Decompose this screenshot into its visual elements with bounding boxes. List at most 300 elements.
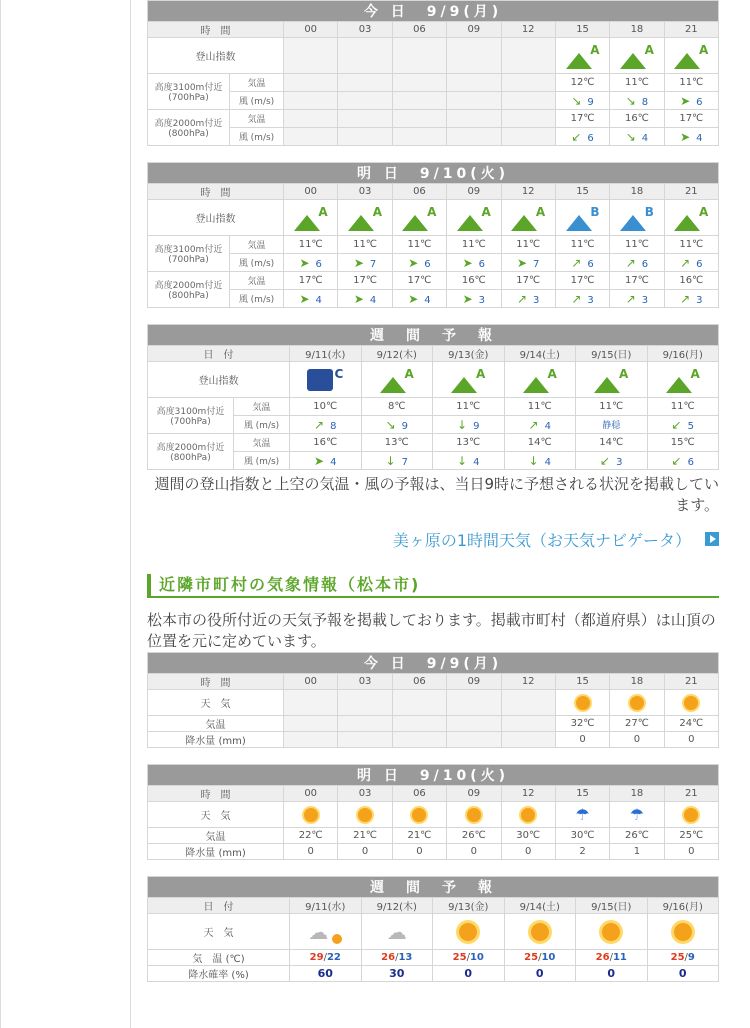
weather-cell (392, 802, 446, 828)
temp-cell: 11℃ (555, 236, 609, 254)
temp-cell: 17℃ (664, 110, 718, 128)
cloud-icon: ☁ (386, 919, 407, 944)
temp-cell: 21℃ (338, 828, 392, 844)
pop-cell: 0 (433, 966, 505, 982)
wind-label: 風 (m/s) (230, 290, 284, 308)
temp-cell: 26℃ (447, 828, 501, 844)
temp-cell: 26℃ (610, 828, 664, 844)
wind-arrow-icon: ➤ (408, 291, 419, 306)
mountain-index-icon: A (451, 367, 485, 393)
altitude-3100-label: 高度3100m付近 (700hPa) (148, 236, 230, 272)
mountain-index-icon: A (666, 367, 700, 393)
weather-cell (647, 914, 719, 950)
sun-icon (684, 696, 698, 710)
sun-icon (674, 923, 692, 941)
wind-cell: ↗ 3 (664, 290, 718, 308)
nearby-city-heading: 近隣市町村の気象情報（松本市) (147, 574, 719, 598)
precip-cell: 1 (610, 844, 664, 860)
sun-icon (602, 923, 620, 941)
table-banner: 今 日 9/9(月) (148, 1, 719, 22)
city-weekly-table (147, 876, 719, 982)
temp-range-cell: 25/10 (504, 950, 576, 966)
sidebar-divider (130, 0, 131, 1028)
wind-cell: ↗ 6 (664, 254, 718, 272)
temp-cell: 24℃ (664, 716, 718, 732)
weather-label: 天 気 (148, 802, 284, 828)
sun-icon (576, 696, 590, 710)
date-cell: 9/13(金) (433, 898, 505, 914)
time-cell: 00 (284, 674, 338, 690)
time-cell: 09 (447, 674, 501, 690)
date-cell: 9/12(木) (361, 346, 433, 362)
time-cell: 06 (392, 786, 446, 802)
cloud-sun-icon: ☁ (308, 920, 342, 944)
temp-label: 気温 (230, 236, 284, 254)
temp-cell: 21℃ (392, 828, 446, 844)
wind-arrow-icon: ↗ (571, 291, 582, 306)
mountain-index-icon: A (620, 43, 654, 69)
date-cell: 9/14(土) (504, 898, 576, 914)
weather-cell (447, 802, 501, 828)
temp-cell: 15℃ (647, 434, 719, 452)
wind-cell: ➤ 4 (664, 128, 718, 146)
temp-cell: 12℃ (555, 74, 609, 92)
time-cell: 03 (338, 786, 392, 802)
time-cell: 00 (284, 22, 338, 38)
climbing-index-label: 登山指数 (148, 362, 290, 398)
precip-cell: 0 (664, 844, 718, 860)
time-cell: 21 (664, 22, 718, 38)
pop-cell: 0 (647, 966, 719, 982)
wind-cell: ↙ 5 (647, 416, 719, 434)
altitude-3100-label: 高度3100m付近 (700hPa) (148, 398, 234, 434)
wind-arrow-icon: ↙ (671, 453, 682, 468)
temp-range-cell: 25/10 (433, 950, 505, 966)
time-cell: 18 (610, 786, 664, 802)
temp-cell: 32℃ (555, 716, 609, 732)
climbing-index-cell (392, 200, 446, 236)
temp-cell: 27℃ (610, 716, 664, 732)
temp-cell: 16℃ (664, 272, 718, 290)
wind-cell: ➤ 3 (447, 290, 501, 308)
time-cell: 15 (555, 184, 609, 200)
pop-cell: 0 (504, 966, 576, 982)
temp-cell: 30℃ (555, 828, 609, 844)
temp-cell: 25℃ (664, 828, 718, 844)
climbing-index-label: 登山指数 (148, 200, 284, 236)
weather-cell (555, 690, 609, 716)
pop-label: 降水確率 (%) (148, 966, 290, 982)
mountain-tomorrow-table (147, 162, 719, 308)
precip-cell: 0 (392, 844, 446, 860)
pop-cell: 60 (290, 966, 362, 982)
weather-cell (555, 802, 609, 828)
temp-label: 気温 (148, 716, 284, 732)
wind-arrow-icon: ↗ (680, 255, 691, 270)
weather-cell (504, 914, 576, 950)
time-cell: 18 (610, 22, 664, 38)
wind-arrow-icon: ↘ (625, 129, 636, 144)
temp-label: 気温 (234, 434, 290, 452)
temp-cell: 14℃ (504, 434, 576, 452)
wind-arrow-icon: ➤ (299, 255, 310, 270)
pop-cell: 30 (361, 966, 433, 982)
temp-cell: 10℃ (290, 398, 362, 416)
temp-cell: 11℃ (576, 398, 648, 416)
temp-cell: 11℃ (433, 398, 505, 416)
mountain-index-icon: A (294, 205, 328, 231)
mountain-index-icon: A (594, 367, 628, 393)
date-cell: 9/11(水) (290, 898, 362, 914)
time-cell: 06 (392, 184, 446, 200)
temp-cell: 11℃ (610, 236, 664, 254)
wind-label: 風 (m/s) (230, 128, 284, 146)
temp-cell: 13℃ (433, 434, 505, 452)
wind-arrow-icon: ↘ (625, 93, 636, 108)
sun-icon (358, 808, 372, 822)
time-header: 時 間 (148, 674, 284, 690)
time-cell: 15 (555, 674, 609, 690)
wind-arrow-icon: ➤ (353, 291, 364, 306)
temp-cell: 16℃ (610, 110, 664, 128)
date-header: 日 付 (148, 898, 290, 914)
wind-cell: ↗ 4 (504, 416, 576, 434)
wind-arrow-icon: ↘ (385, 417, 396, 432)
wind-arrow-icon: ↗ (571, 255, 582, 270)
empty-cell (392, 38, 446, 74)
precip-cell: 0 (501, 844, 555, 860)
time-cell: 09 (447, 184, 501, 200)
temp-cell: 17℃ (555, 272, 609, 290)
time-cell: 12 (501, 184, 555, 200)
weather-cell (290, 914, 362, 950)
table-banner: 明 日 9/10(火) (148, 163, 719, 184)
wind-arrow-icon: ↗ (516, 291, 528, 306)
precip-label: 降水量 (mm) (148, 844, 284, 860)
temp-range-cell: 26/13 (361, 950, 433, 966)
wind-cell: ➤ 4 (290, 452, 362, 470)
temp-cell: 11℃ (610, 74, 664, 92)
climbing-index-label: 登山指数 (148, 38, 284, 74)
weather-cell (501, 802, 555, 828)
date-header: 日 付 (148, 346, 290, 362)
date-cell: 9/12(木) (361, 898, 433, 914)
mountain-index-icon: A (348, 205, 382, 231)
weather-cell (284, 802, 338, 828)
precip-cell: 0 (664, 732, 718, 748)
empty-cell (338, 38, 392, 74)
temp-cell: 17℃ (338, 272, 392, 290)
date-cell: 9/13(金) (433, 346, 505, 362)
wind-arrow-icon: ↓ (385, 453, 396, 468)
weather-cell (664, 690, 718, 716)
mountain-weekly-table (147, 324, 719, 470)
mountain-index-icon: B (566, 205, 600, 231)
temp-cell: 22℃ (284, 828, 338, 844)
weather-cell (610, 690, 664, 716)
mountain-index-icon: A (402, 205, 436, 231)
wind-cell: ↓ 7 (361, 452, 433, 470)
time-cell: 15 (555, 22, 609, 38)
sun-icon (304, 808, 318, 822)
climbing-index-cell (290, 362, 362, 398)
wind-arrow-icon: ➤ (680, 129, 691, 144)
time-cell: 15 (555, 786, 609, 802)
wind-arrow-icon: ➤ (314, 453, 325, 468)
temp-cell: 17℃ (555, 110, 609, 128)
altitude-2000-label: 高度2000m付近 (800hPa) (148, 434, 234, 470)
wind-cell: ➤ 4 (338, 290, 392, 308)
mountain-index-icon: A (511, 205, 545, 231)
temp-cell: 17℃ (284, 272, 338, 290)
empty-cell (447, 38, 501, 74)
time-cell: 12 (501, 674, 555, 690)
wind-arrow-icon: ↙ (671, 417, 682, 432)
temp-cell: 14℃ (576, 434, 648, 452)
altitude-2000-label: 高度2000m付近 (800hPa) (148, 110, 230, 146)
climbing-index-cell (555, 38, 609, 74)
wind-label: 風 (m/s) (230, 254, 284, 272)
climbing-index-cell (610, 38, 664, 74)
sun-icon (684, 808, 698, 822)
mountain-index-icon: A (380, 367, 414, 393)
temp-cell: 16℃ (290, 434, 362, 452)
wind-cell: ➤ 4 (284, 290, 338, 308)
wind-cell: ↗ 8 (290, 416, 362, 434)
time-cell: 06 (392, 674, 446, 690)
city-today-table (147, 652, 719, 748)
date-cell: 9/14(土) (504, 346, 576, 362)
time-cell: 18 (610, 184, 664, 200)
temp-label: 気温 (230, 272, 284, 290)
table-banner: 今 日 9/9(月) (148, 653, 719, 674)
weekly-note: 週間の登山指数と上空の気温・風の予報は、当日9時に予想される状況を掲載しています。 (154, 475, 719, 514)
mountain-index-icon: B (620, 205, 654, 231)
mountain-today-table (147, 0, 719, 146)
time-header: 時 間 (148, 22, 284, 38)
wind-cell: ➤ 6 (447, 254, 501, 272)
temp-cell: 11℃ (647, 398, 719, 416)
wind-label: 風 (m/s) (234, 416, 290, 434)
wind-arrow-icon: ➤ (516, 255, 528, 270)
temp-cell: 11℃ (664, 74, 718, 92)
wind-cell: ↙ 6 (555, 128, 609, 146)
wind-arrow-icon: ↗ (625, 255, 636, 270)
climbing-index-cell (576, 362, 648, 398)
wind-arrow-icon: ↓ (457, 417, 468, 432)
climbing-index-cell (447, 200, 501, 236)
time-cell: 09 (447, 786, 501, 802)
time-cell: 00 (284, 786, 338, 802)
precip-cell: 0 (555, 732, 609, 748)
sun-icon (467, 808, 481, 822)
wind-cell: ➤ 7 (501, 254, 555, 272)
wind-cell: ↘ 9 (361, 416, 433, 434)
wind-cell: ↓ 9 (433, 416, 505, 434)
time-cell: 21 (664, 786, 718, 802)
temp-label: 気温 (148, 828, 284, 844)
wind-cell: ↓ 4 (504, 452, 576, 470)
time-cell: 09 (447, 22, 501, 38)
temp-range-cell: 25/9 (647, 950, 719, 966)
temp-cell: 11℃ (338, 236, 392, 254)
wind-cell: ↙ 6 (647, 452, 719, 470)
main-content (147, 0, 719, 982)
wind-cell: ↗ 3 (610, 290, 664, 308)
wind-arrow-icon: ➤ (408, 255, 419, 270)
climbing-index-cell (501, 200, 555, 236)
time-cell: 03 (338, 184, 392, 200)
wind-arrow-icon: ↙ (600, 453, 611, 468)
sun-icon (630, 696, 644, 710)
page-left-border (0, 0, 1, 1028)
time-cell: 12 (501, 786, 555, 802)
hourly-weather-link-text[interactable]: 美ヶ原の1時間天気（お天気ナビゲータ） (392, 531, 691, 550)
wind-cell: ↓ 4 (433, 452, 505, 470)
wind-arrow-icon: ↗ (680, 291, 691, 306)
wind-arrow-icon: ↗ (625, 291, 636, 306)
time-cell: 18 (610, 674, 664, 690)
wind-cell: ↘ 9 (555, 92, 609, 110)
climbing-index-cell (610, 200, 664, 236)
empty-cell (284, 38, 338, 74)
wind-arrow-icon: ➤ (299, 291, 310, 306)
umbrella-icon: ☂ (629, 805, 645, 824)
wind-calm-cell: 静穏 (576, 416, 648, 434)
mountain-index-icon: A (674, 205, 708, 231)
time-cell: 12 (501, 22, 555, 38)
precip-cell: 2 (555, 844, 609, 860)
wind-cell: ↘ 4 (610, 128, 664, 146)
wind-cell: ↗ 6 (555, 254, 609, 272)
climbing-index-cell (504, 362, 576, 398)
wind-cell: ↘ 8 (610, 92, 664, 110)
weather-cell (576, 914, 648, 950)
arrow-right-icon[interactable] (705, 532, 719, 546)
temp-range-cell: 26/11 (576, 950, 648, 966)
wind-cell: ↗ 3 (501, 290, 555, 308)
temp-cell: 11℃ (284, 236, 338, 254)
wind-cell: ➤ 6 (284, 254, 338, 272)
climbing-index-cell (361, 362, 433, 398)
storm-index-icon: C (307, 367, 343, 393)
hourly-weather-link[interactable] (147, 528, 719, 552)
time-cell: 00 (284, 184, 338, 200)
temp-cell: 11℃ (501, 236, 555, 254)
wind-arrow-icon: ➤ (680, 93, 691, 108)
mountain-index-icon: A (457, 205, 491, 231)
weather-label: 天 気 (148, 914, 290, 950)
mountain-index-icon: A (523, 367, 557, 393)
temp-label: 気温 (230, 110, 284, 128)
climbing-index-cell (338, 200, 392, 236)
time-header: 時 間 (148, 786, 284, 802)
date-cell: 9/15(日) (576, 346, 648, 362)
date-cell: 9/15(日) (576, 898, 648, 914)
wind-cell: ➤ 4 (392, 290, 446, 308)
weather-label: 天 気 (148, 690, 284, 716)
wind-arrow-icon: ↓ (528, 453, 539, 468)
temp-cell: 11℃ (504, 398, 576, 416)
climbing-index-cell (647, 362, 719, 398)
wind-label: 風 (m/s) (234, 452, 290, 470)
wind-cell: ↗ 6 (610, 254, 664, 272)
wind-label: 風 (m/s) (230, 92, 284, 110)
mountain-index-icon: A (566, 43, 600, 69)
date-cell: 9/11(水) (290, 346, 362, 362)
weather-cell (338, 802, 392, 828)
precip-cell: 0 (284, 844, 338, 860)
mountain-index-icon: A (674, 43, 708, 69)
temp-label: 気温 (234, 398, 290, 416)
time-cell: 03 (338, 22, 392, 38)
city-tomorrow-table (147, 764, 719, 860)
temp-cell: 11℃ (392, 236, 446, 254)
wind-arrow-icon: ↙ (571, 129, 582, 144)
wind-arrow-icon: ↗ (314, 417, 325, 432)
temp-cell: 8℃ (361, 398, 433, 416)
temp-cell: 17℃ (610, 272, 664, 290)
temp-cell: 17℃ (392, 272, 446, 290)
empty-cell (501, 38, 555, 74)
precip-cell: 0 (338, 844, 392, 860)
climbing-index-cell (555, 200, 609, 236)
table-banner: 明 日 9/10(火) (148, 765, 719, 786)
precip-label: 降水量 (mm) (148, 732, 284, 748)
wind-cell: ➤ 6 (664, 92, 718, 110)
time-cell: 21 (664, 184, 718, 200)
sun-icon (521, 808, 535, 822)
time-cell: 06 (392, 22, 446, 38)
temp-label: 気温 (230, 74, 284, 92)
precip-cell: 0 (447, 844, 501, 860)
wind-arrow-icon: ↓ (457, 453, 468, 468)
wind-arrow-icon: ↘ (571, 93, 582, 108)
table-banner: 週 間 予 報 (148, 325, 719, 346)
climbing-index-cell (664, 38, 718, 74)
wind-arrow-icon: ➤ (462, 291, 473, 306)
date-cell: 9/16(月) (647, 346, 719, 362)
climbing-index-cell (664, 200, 718, 236)
sun-icon (459, 923, 477, 941)
temp-cell: 17℃ (501, 272, 555, 290)
temp-cell: 16℃ (447, 272, 501, 290)
temp-range-cell: 29/22 (290, 950, 362, 966)
time-cell: 03 (338, 674, 392, 690)
wind-arrow-icon: ↗ (528, 417, 539, 432)
wind-cell: ➤ 7 (338, 254, 392, 272)
sun-icon (412, 808, 426, 822)
table-banner: 週 間 予 報 (148, 877, 719, 898)
precip-cell: 0 (610, 732, 664, 748)
temp-cell: 13℃ (361, 434, 433, 452)
time-header: 時 間 (148, 184, 284, 200)
temp-cell: 11℃ (447, 236, 501, 254)
date-cell: 9/16(月) (647, 898, 719, 914)
altitude-2000-label: 高度2000m付近 (800hPa) (148, 272, 230, 308)
weather-cell (610, 802, 664, 828)
climbing-index-cell (284, 200, 338, 236)
wind-cell: ↙ 3 (576, 452, 648, 470)
pop-cell: 0 (576, 966, 648, 982)
wind-cell: ➤ 6 (392, 254, 446, 272)
wind-arrow-icon: ➤ (353, 255, 364, 270)
umbrella-icon: ☂ (575, 805, 590, 824)
wind-arrow-icon: ➤ (462, 255, 473, 270)
wind-cell: ↗ 3 (555, 290, 609, 308)
weather-cell (361, 914, 433, 950)
temp-label: 気 温 (℃) (148, 950, 290, 966)
